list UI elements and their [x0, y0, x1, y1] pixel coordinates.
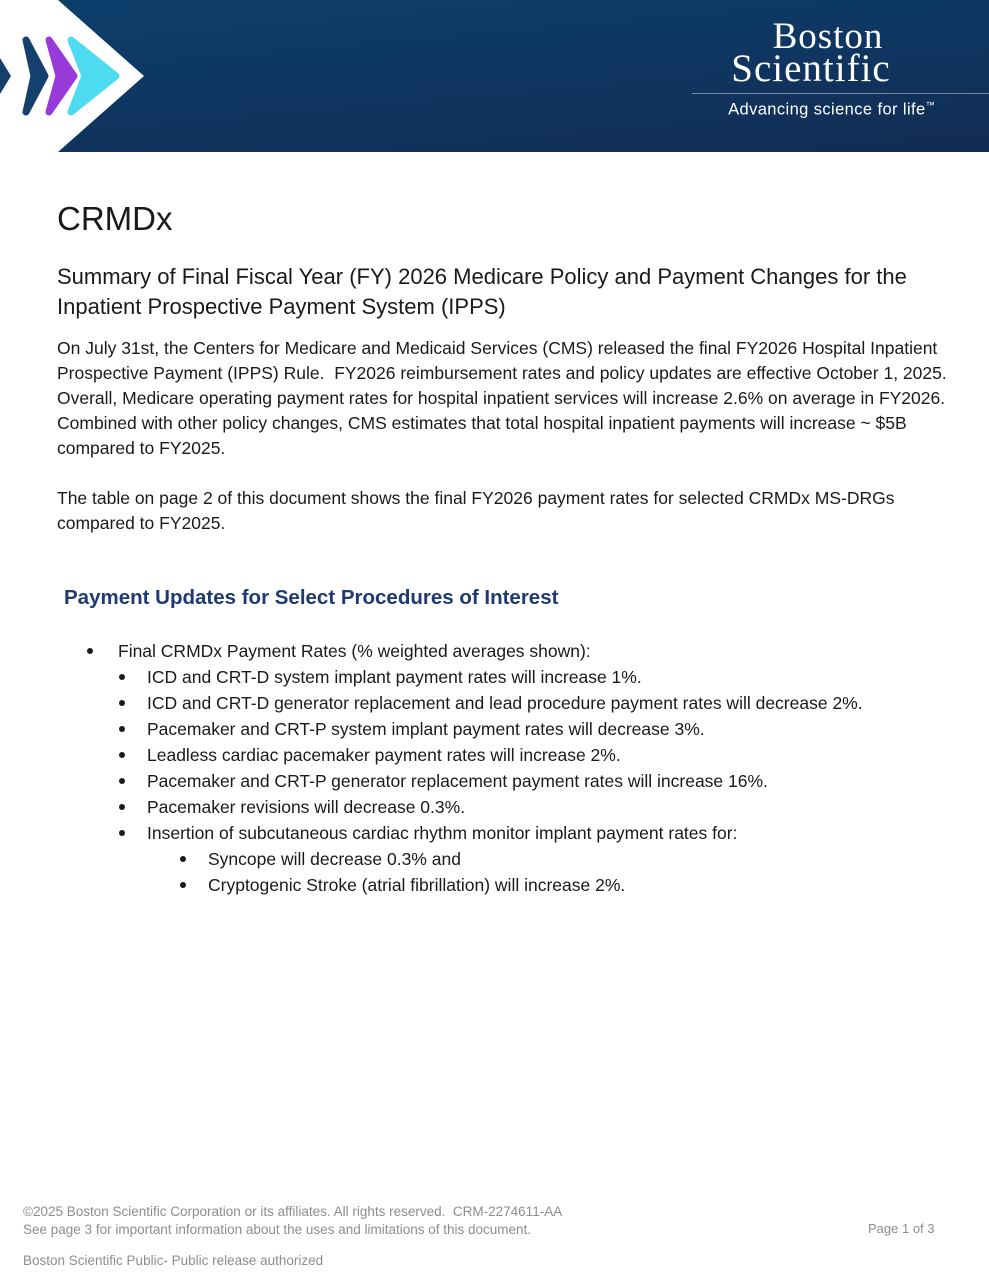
brand-line-scientific: Scientific [731, 47, 891, 90]
list-item [57, 768, 947, 794]
bullet-icon [87, 648, 93, 654]
table-reference-paragraph: The table on page 2 of this document shows the final FY2026 payment rates for selected CRMDx MS-DRGs compared to FY2025. [57, 488, 895, 533]
brand-tagline-text: Advancing science for life [728, 100, 926, 119]
footer-release-statement: Boston Scientific Public- Public release authorized [23, 1253, 324, 1268]
bullet-icon [119, 804, 125, 810]
list-item-text: Syncope will decrease 0.3% and [208, 849, 461, 869]
footer-see-page-note: See page 3 for important information about the uses and limitations of this document. [23, 1222, 532, 1237]
brand-divider-line [692, 93, 989, 94]
header-band [0, 0, 989, 152]
list-item [57, 638, 947, 664]
payment-updates-list [57, 638, 947, 898]
list-item [57, 794, 947, 820]
list-item-text: ICD and CRT-D system implant payment rates will increase 1%. [147, 667, 642, 687]
intro-paragraph: On July 31st, the Centers for Medicare and Medicaid Services (CMS) released the final FY2026 Hospital Inpatient Prospective Payment (IPPS) Rule. FY2026 reimbursement rates and policy updates are effective October 1, 2025. Overall, Medicare operating payment rates for hospital inpatient services will increase 2.6% on average in FY2026. Combined with other policy changes, CMS estimates that total hospital inpatient payments will increase ~ $5B compared to FY2025. [57, 338, 947, 458]
list-item-text: Insertion of subcutaneous cardiac rhythm monitor implant payment rates for: [147, 823, 738, 843]
bullet-icon [180, 882, 186, 888]
list-item [57, 664, 947, 690]
list-item-text: Pacemaker revisions will decrease 0.3%. [147, 797, 466, 817]
list-item-text: Leadless cardiac pacemaker payment rates will increase 2%. [147, 745, 621, 765]
list-item-text: Cryptogenic Stroke (atrial fibrillation) will increase 2%. [208, 875, 626, 895]
list-item [57, 742, 947, 768]
bullet-icon [119, 752, 125, 758]
list-item [57, 716, 947, 742]
footer [23, 1203, 823, 1239]
list-item [57, 872, 947, 898]
boston-scientific-chevron-logo-icon [0, 0, 160, 152]
brand-line-boston: Boston [772, 16, 884, 57]
list-item-text: Pacemaker and CRT-P system implant payment rates will decrease 3%. [147, 719, 705, 739]
brand-wordmark [689, 16, 933, 90]
list-item [57, 846, 947, 872]
trademark-symbol: ™ [925, 100, 935, 110]
bullet-icon [119, 726, 125, 732]
page-title: CRMDx [57, 200, 173, 237]
list-item-text: ICD and CRT-D generator replacement and lead procedure payment rates will decrease 2%. [147, 693, 863, 713]
section-heading: Payment Updates for Select Procedures of Interest [64, 586, 559, 609]
document-subtitle: Summary of Final Fiscal Year (FY) 2026 Medicare Policy and Payment Changes for the Inpatient Prospective Payment System (IPPS) [57, 264, 907, 319]
bullet-icon [180, 856, 186, 862]
bullet-icon [119, 830, 125, 836]
list-item-text: Final CRMDx Payment Rates (% weighted averages shown): [118, 641, 591, 661]
brand-tagline [685, 100, 935, 120]
list-item [57, 690, 947, 716]
bullet-icon [119, 700, 125, 706]
list-item [57, 820, 947, 846]
bullet-icon [119, 778, 125, 784]
list-item-text: Pacemaker and CRT-P generator replacement payment rates will increase 16%. [147, 771, 768, 791]
page-number: Page 1 of 3 [868, 1221, 935, 1236]
bullet-icon [119, 674, 125, 680]
footer-copyright: ©2025 Boston Scientific Corporation or its affiliates. All rights reserved. CRM-2274611-AA [23, 1204, 563, 1219]
